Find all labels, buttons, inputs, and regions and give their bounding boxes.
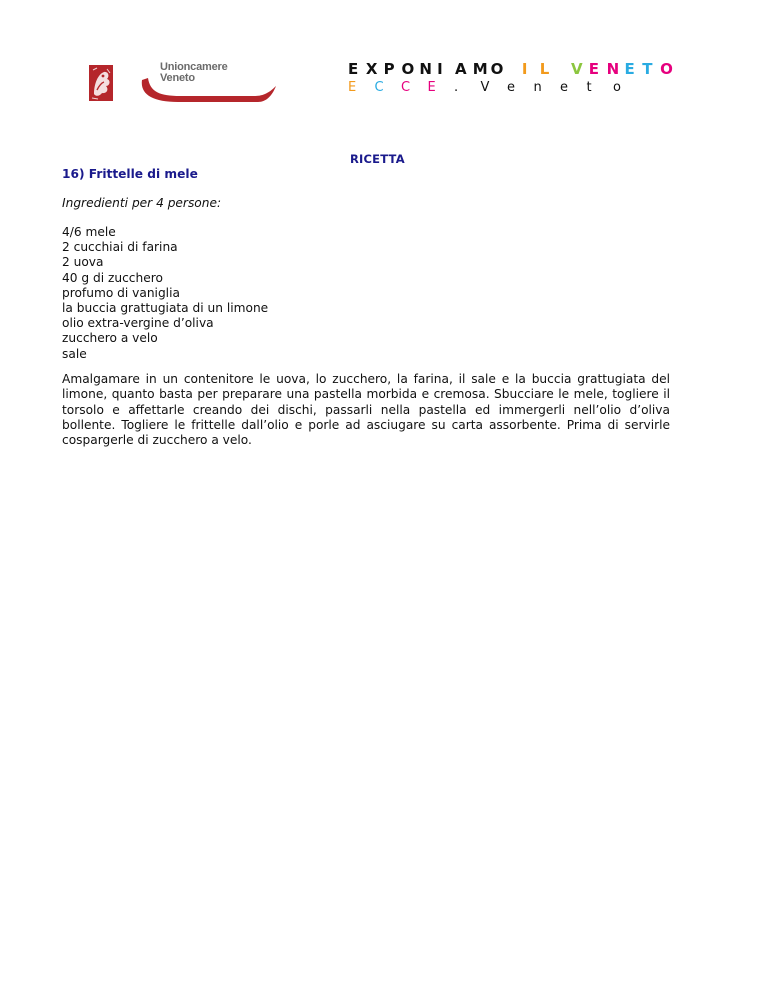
brand-tagline [348,80,678,96]
brand-letter: e [560,80,568,95]
ingredient-item: 2 cucchiai di farina [62,240,178,255]
brand-letter: t [586,80,592,95]
brand-letter: P [383,60,395,78]
ingredient-item: 2 uova [62,255,104,270]
brand-letter: N [419,60,432,78]
brand-letter: o [613,80,621,95]
brand-letter: L [539,60,550,78]
brand-letter: V [480,80,490,95]
brand-letter: N [606,60,620,78]
brand-letter: . [454,80,459,95]
ingredient-item: olio extra-vergine d’oliva [62,316,214,331]
brand-word-gap [558,60,571,78]
org-name-line2: Veneto [160,72,195,84]
brand-letter: V [570,60,583,78]
brand-letter: I [521,60,528,78]
brand-letter: E [348,80,357,95]
ingredients-list [62,225,268,362]
exponiamo-il-veneto-logo [348,60,678,96]
org-name-line1: Unioncamere [160,61,228,73]
brand-letter: O [490,60,504,78]
brand-letter: T [642,60,653,78]
unioncamere-logo [88,58,278,108]
ingredient-item: zucchero a velo [62,331,158,346]
brand-letter: E [588,60,600,78]
servings-subtitle: Ingredienti per 4 persone: [62,196,222,210]
page-header [0,0,768,120]
lion-emblem-icon [88,64,132,104]
brand-letter: O [660,60,673,78]
brand-letter: C [401,80,411,95]
brand-letter: C [374,80,384,95]
ingredient-item: 40 g di zucchero [62,270,163,285]
brand-letter: X [365,60,378,78]
section-label: RICETTA [350,152,405,166]
brand-letter: E [624,60,635,78]
logo-swoosh [138,72,278,108]
ingredient-item: la buccia grattugiata di un limone [62,301,269,316]
brand-word-gap [508,60,521,78]
brand-letter: M [472,60,488,78]
brand-letter: I [437,60,443,78]
recipe-title: 16) Frittelle di mele [62,167,198,181]
ingredient-item: 4/6 mele [62,225,116,239]
brand-letter: A [454,60,467,78]
recipe-method: Amalgamare in un contenitore le uova, lo zucchero, la farina, il sale e la buccia grattugiata del limone, quanto basta per preparare una pastella morbida e cremosa. Sbucciare le mele, togliere il torsolo e affettarle creando dei dischi, passarli nella pastella ed immergerli nell’olio d’oliva bollente. Togliere le frittelle dall’olio e porle ad asciugare su carta assorbente. Prima di servirle cospargerle di zucchero a velo. [62,372,670,448]
brand-letter: O [401,60,415,78]
brand-title [348,60,678,78]
brand-letter: E [427,80,436,95]
ingredient-item: profumo di vaniglia [62,285,180,300]
ingredient-item: sale [62,346,87,361]
brand-letter: e [507,80,515,95]
brand-letter: n [533,80,542,95]
brand-letter: E [348,60,359,78]
